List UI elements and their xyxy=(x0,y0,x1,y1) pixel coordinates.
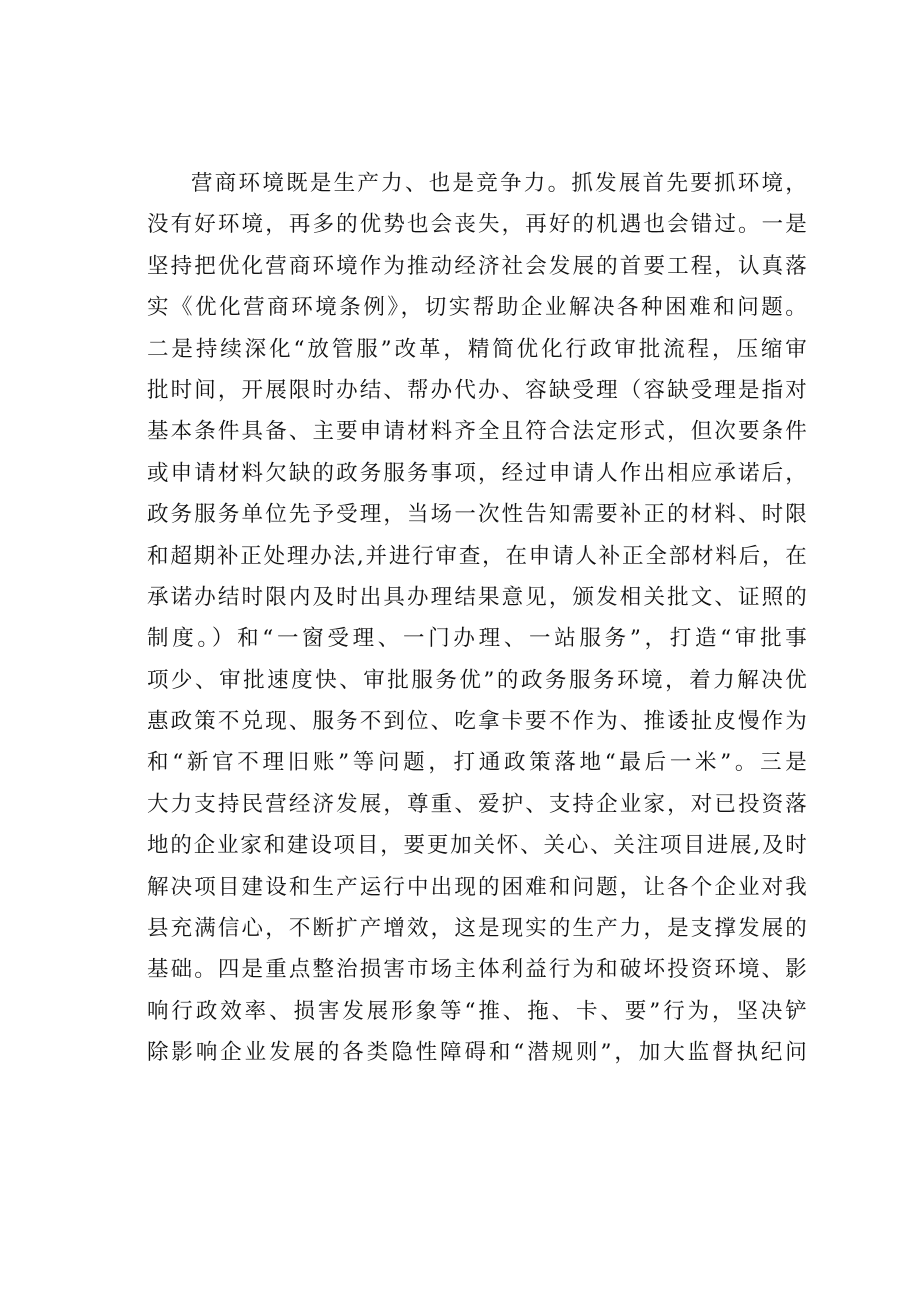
text-line: 响行政效率、损害发展形象等“推、拖、卡、要”行为，坚决铲 xyxy=(147,998,807,1024)
text-line: 承诺办结时限内及时出具办理结果意见，颁发相关批文、证照的 xyxy=(147,584,807,610)
text-line: 县充满信心，不断扩产增效，这是现实的生产力，是支撑发展的 xyxy=(147,916,807,942)
text-line: 和“新官不理旧账”等问题，打通政策落地“最后一米”。三是 xyxy=(147,750,807,776)
text-line: 实《优化营商环境条例》，切实帮助企业解决各种困难和问题。 xyxy=(147,295,807,321)
text-line: 政务服务单位先予受理，当场一次性告知需要补正的材料、时限 xyxy=(147,502,807,528)
text-line: 没有好环境，再多的优势也会丧失，再好的机遇也会错过。一是 xyxy=(147,212,807,238)
text-line: 大力支持民营经济发展，尊重、爱护、支持企业家，对已投资落 xyxy=(147,791,807,817)
text-line: 营商环境既是生产力、也是竞争力。抓发展首先要抓环境， xyxy=(191,171,807,196)
text-line: 惠政策不兑现、服务不到位、吃拿卡要不作为、推诿扯皮慢作为 xyxy=(147,709,807,735)
text-line: 或申请材料欠缺的政务服务事项，经过申请人作出相应承诺后， xyxy=(147,460,807,486)
text-line: 项少、审批速度快、审批服务优”的政务服务环境，着力解决优 xyxy=(147,667,807,693)
text-line: 坚持把优化营商环境作为推动经济社会发展的首要工程，认真落 xyxy=(147,253,807,279)
text-line: 二是持续深化“放管服”改革，精简优化行政审批流程，压缩审 xyxy=(147,336,807,362)
text-line: 基本条件具备、主要申请材料齐全且符合法定形式，但次要条件 xyxy=(147,419,807,445)
text-line: 地的企业家和建设项目，要更加关怀、关心、关注项目进展,及时 xyxy=(147,833,807,859)
text-line: 批时间，开展限时办结、帮办代办、容缺受理（容缺受理是指对 xyxy=(147,377,807,403)
text-line: 解决项目建设和生产运行中出现的困难和问题，让各个企业对我 xyxy=(147,874,807,900)
text-line: 和超期补正处理办法,并进行审查，在申请人补正全部材料后，在 xyxy=(147,543,807,569)
text-line: 除影响企业发展的各类隐性障碍和“潜规则”，加大监督执纪问 xyxy=(147,1040,807,1066)
text-line: 制度。）和“一窗受理、一门办理、一站服务”，打造“审批事 xyxy=(147,626,807,652)
text-line: 基础。四是重点整治损害市场主体利益行为和破坏投资环境、影 xyxy=(147,957,807,983)
body-paragraph xyxy=(147,163,807,1074)
